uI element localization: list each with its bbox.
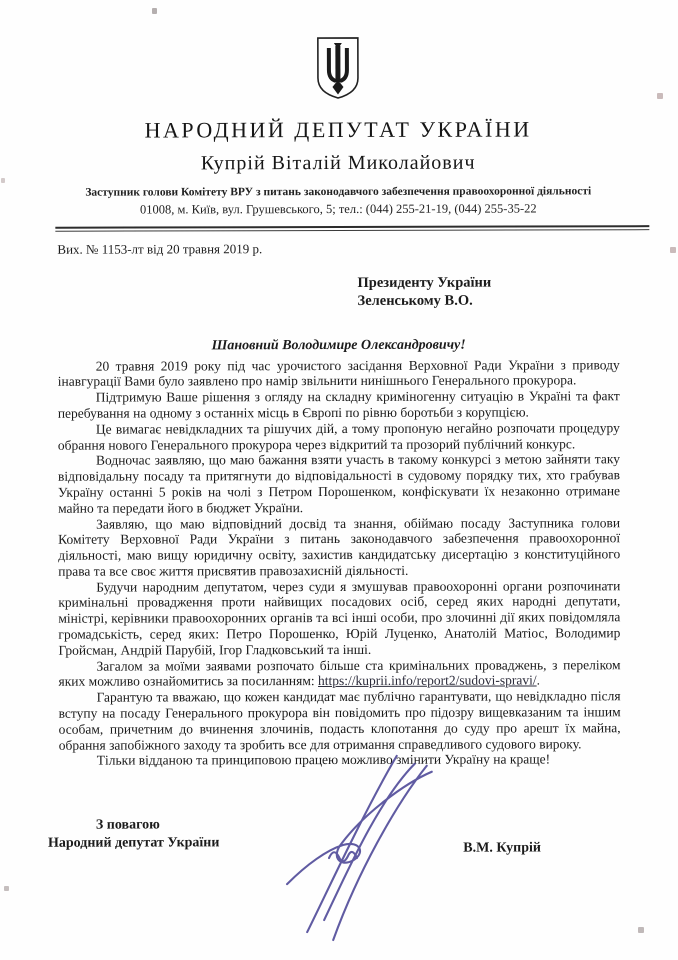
scan-speck xyxy=(670,247,676,253)
scan-speck xyxy=(638,927,644,933)
body-paragraph: Тільки відданою та принциповою працею можливо змінити Україну на краще! xyxy=(96,751,551,769)
letterhead xyxy=(0,0,677,232)
body-paragraph: Будучи народним депутатом, через суди я змушував правоохоронні органи розпочинати кримінальні провадження проти найвищих посадових осіб, серед яких народні депутати, міністрі, керівники правоохоронних органів та всі інші особи, про злочинні дії яких повідомляла громадськість, серед яких: Петро Порошенко, Юрій Луценко, Анатолій Матіос, Володимир Гройсман, Андрій Парубій, Ігор Гладковський та інші. xyxy=(58,577,621,658)
body-paragraph: Це вимагає невідкладних та рішучих дій, а тому пропоную негайно розпочати процедуру обрання нового Генерального прокурора через відкритий та прозорий публічний конкурс. xyxy=(57,419,620,453)
letterhead-address: 01008, м. Київ, вул. Грушевського, 5; тел.: (044) 255-21-19, (044) 255-35-22 xyxy=(139,201,537,217)
body-paragraph-with-link xyxy=(58,657,620,690)
link-paragraph-prefix: Загалом за моїми заявами розпочато більше ста кримінальних проваджень, з переліком яких можливо ознайомитись за посиланням: xyxy=(58,656,621,690)
body-paragraph: 20 травня 2019 року під час урочистого засідання Верховної Ради України з приводу інавгурації Вами було заявлено про намір звільнити нинішнього Генерального прокурора. xyxy=(57,356,620,390)
recipient-line-2: Зеленському В.О. xyxy=(357,292,473,310)
salutation: Шановний Володимире Олександровичу! xyxy=(211,337,466,353)
recipient-block xyxy=(357,273,677,310)
letterhead-title: НАРОДНИЙ ДЕПУТАТ УКРАЇНИ xyxy=(144,116,532,143)
letterhead-position: Заступник голови Комітету ВРУ з питань законодавчого забезпечення правоохоронної діяльності xyxy=(85,185,592,199)
letterhead-name: Купрій Віталій Миколайович xyxy=(200,151,476,175)
scan-speck xyxy=(152,8,157,14)
letter-body xyxy=(58,357,621,769)
closing-signer-title: Народний депутат України xyxy=(47,835,220,852)
body-paragraph: Гарантую та вважаю, що кожен кандидат має публічно гарантувати, що невідкладно після вступу на посаду Генерального прокурора він повідомить про підозру вищевказаним та іншим особам, причетним до вчинення злочинів, подасть клопотання до суду про арешт їх майна, обрання запобіжного заходу та зробить все для отримання справедливого судового вироку. xyxy=(58,688,621,753)
body-paragraph: Водночас заявляю, що маю бажання взяти участь в такому конкурсі з метою зайняти таку відповідальну посаду та притягнути до відповідальності в судовому порядку тих, хто грабував Україну останні 5 років на чолі з Петром Порошенком, конфіскувати їх незаконно отримане майно та передати його в бюджет України. xyxy=(57,451,621,516)
scan-speck xyxy=(4,886,9,891)
header-divider-rule xyxy=(55,225,649,232)
closing-block xyxy=(1,815,678,859)
outgoing-reference-number: Вих. № 1153-лт від 20 травня 2019 р. xyxy=(57,241,263,257)
body-paragraph: Заявляю, що маю відповідний досвід та знання, обіймаю посаду Заступника голови Комітету Верховної Ради України з питань законодавчого забезпечення правоохоронної діяльності, маю вищу юридичну освіту, захистив кандидатську дисертацію з конституційного права та все своє життя присвятив правозахисній діяльності. xyxy=(58,514,621,579)
closing-respectfully: З повагою xyxy=(95,817,160,833)
closing-left xyxy=(48,817,220,854)
recipient-line-1: Президенту України xyxy=(357,274,492,291)
closing-signer-name: В.М. Купрій xyxy=(463,840,541,856)
body-paragraph: Підтримую Ваше рішення з огляду на складну криміногенну ситуацію в Україні та факт перебування на одному з останніх місць в Європі по рівню боротьби з корупцією. xyxy=(57,388,620,421)
scan-speck xyxy=(1,178,5,183)
ukraine-trident-coat-of-arms-icon xyxy=(315,36,361,105)
link-paragraph-suffix: . xyxy=(536,672,541,688)
scan-speck xyxy=(657,93,663,99)
sudovi-spravi-link[interactable]: https://kuprii.info/report2/sudovi-spravi/ xyxy=(318,672,537,689)
